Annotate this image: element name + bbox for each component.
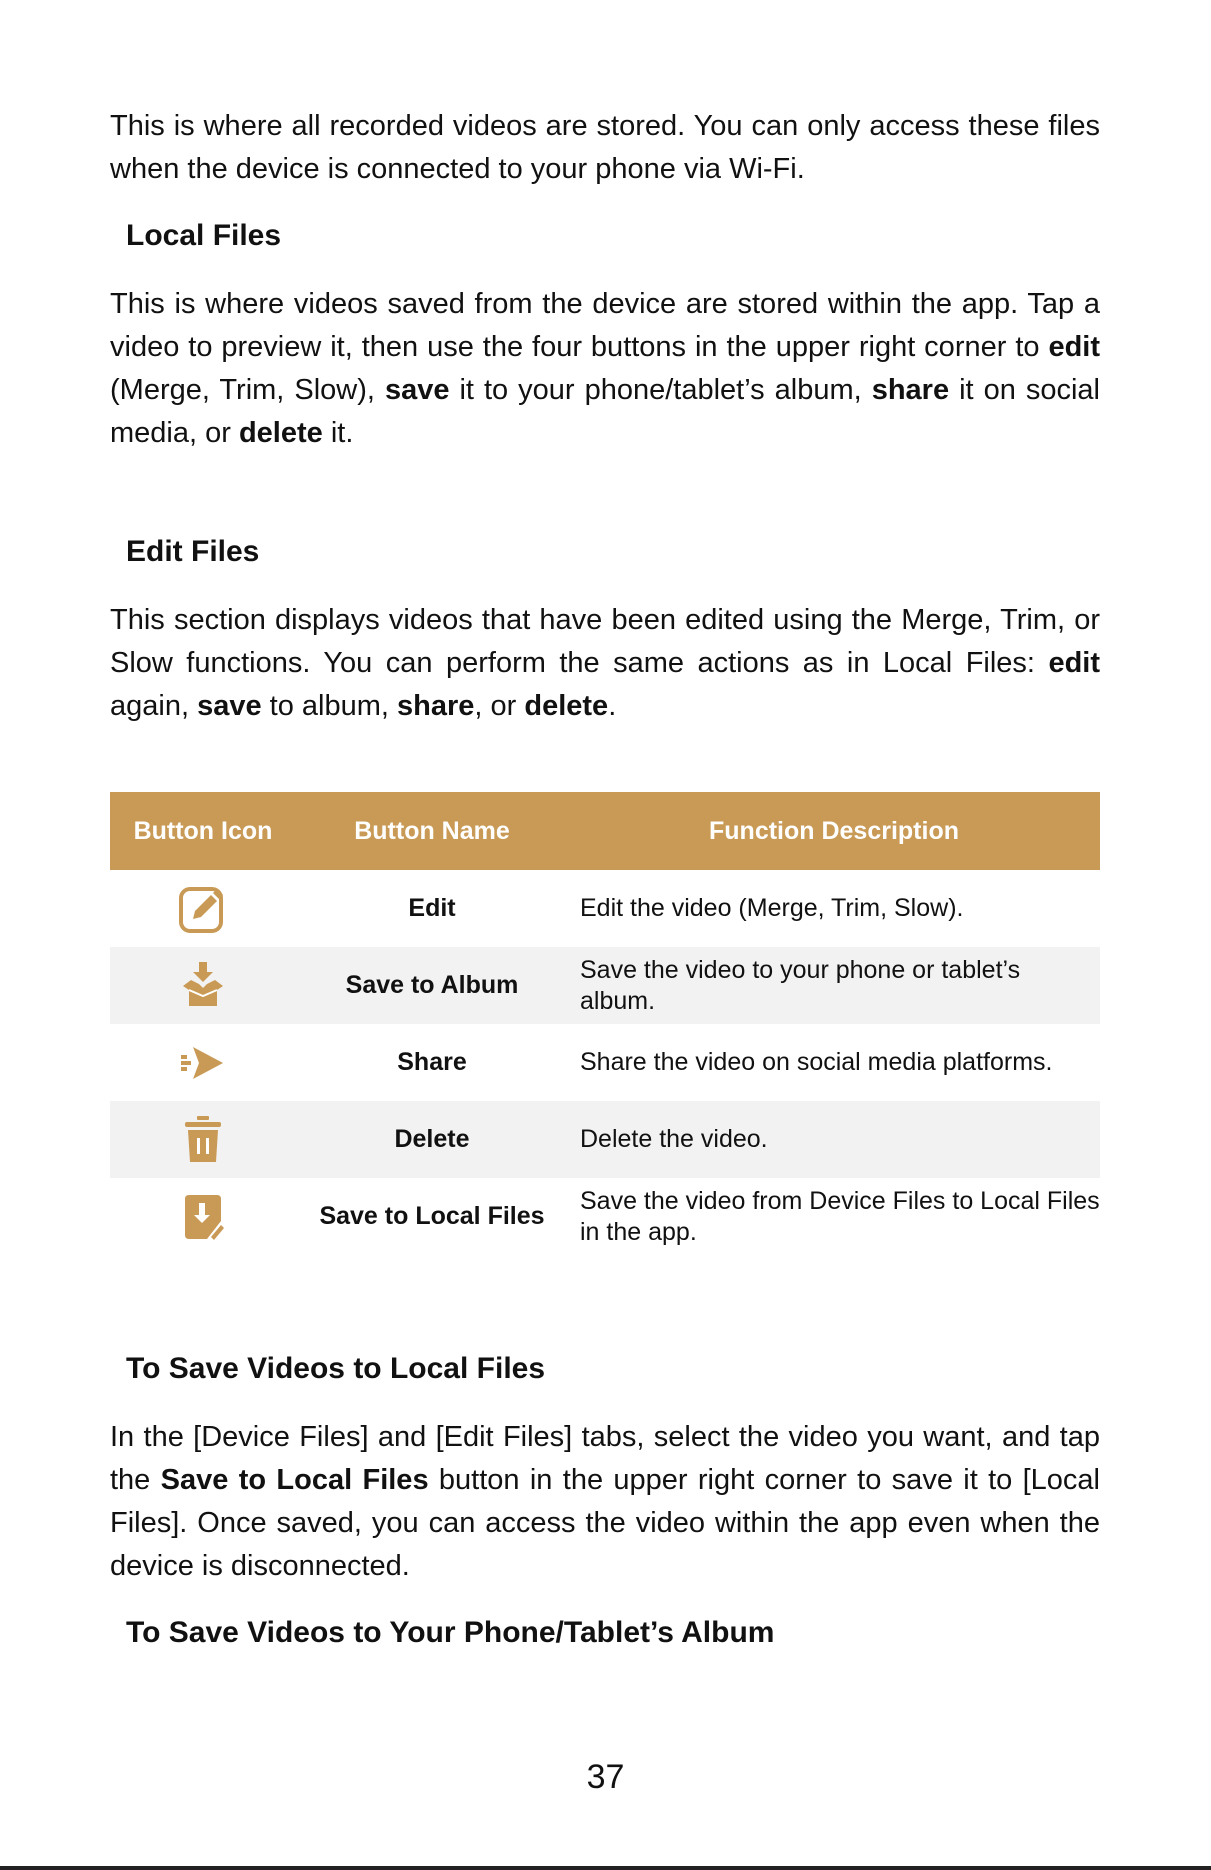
- text-run: This section displays videos that have been edited using the Merge, Trim, or Slow functions. You can perform the same actions as in Local Files:: [110, 604, 1100, 679]
- save-to-album-icon: [177, 960, 229, 1012]
- delete-icon: [177, 1114, 229, 1166]
- edit-files-heading: Edit Files: [126, 535, 260, 568]
- bold-save: save: [197, 690, 262, 722]
- button-name-cell: Edit: [408, 894, 456, 922]
- save-local-paragraph: [110, 1416, 1100, 1588]
- text-run: .: [608, 690, 617, 722]
- text-run: button in the upper right corner to save it to [Local Files]. Once saved, you can access the video within the app even when the device is disconnected.: [110, 1464, 1100, 1582]
- table-header-row: [110, 792, 1100, 870]
- local-files-heading: Local Files: [126, 219, 282, 252]
- share-icon: [177, 1037, 229, 1089]
- bold-save-to-local-files: Save to Local Files: [160, 1464, 429, 1496]
- bold-share: share: [397, 690, 475, 722]
- text-run: to album,: [261, 690, 397, 722]
- icon-cell: [110, 1101, 296, 1178]
- icon-cell: [110, 1178, 296, 1255]
- bottom-divider: [0, 1866, 1211, 1870]
- description-cell: Edit the video (Merge, Trim, Slow).: [580, 894, 964, 922]
- button-name-cell: Save to Album: [296, 947, 568, 1024]
- description-cell: Save the video to your phone or tablet’s album.: [568, 947, 1100, 1024]
- save-to-local-files-icon: [177, 1191, 229, 1243]
- intro-paragraph: This is where all recorded videos are stored. You can only access these files when the device is connected to your phone via Wi-Fi.: [110, 110, 1100, 185]
- icon-cell: [110, 947, 296, 1024]
- text-run: In the [Device Files] and [Edit Files] tabs, select the video you want, and tap the: [110, 1421, 1100, 1496]
- text-run: This is where videos saved from the device are stored within the app. Tap a video to preview it, then use the four buttons in the upper right corner to: [110, 288, 1100, 363]
- edit-icon: [177, 883, 229, 935]
- bold-edit: edit: [1048, 331, 1100, 363]
- table-row: [110, 1101, 1100, 1178]
- bold-delete: delete: [524, 690, 609, 722]
- bold-save: save: [384, 374, 450, 406]
- icon-cell: [110, 870, 296, 947]
- save-local-heading: To Save Videos to Local Files: [126, 1352, 546, 1385]
- text-run: , or: [474, 690, 525, 722]
- table-row: [110, 1024, 1100, 1101]
- icon-cell: [110, 1024, 296, 1101]
- save-local-section: [110, 1416, 1100, 1588]
- text-run: it to your phone/tablet’s album,: [449, 374, 872, 406]
- table-row: [110, 947, 1100, 1024]
- header-function-description: Function Description: [568, 792, 1100, 870]
- page-number: 37: [586, 1758, 625, 1796]
- text-run: again,: [110, 690, 198, 722]
- description-cell: Delete the video.: [568, 1101, 1100, 1178]
- bold-share: share: [871, 374, 950, 406]
- edit-files-section: [110, 599, 1100, 728]
- text-run: it.: [322, 417, 354, 449]
- table-row: [110, 870, 1100, 947]
- bold-delete: delete: [238, 417, 323, 449]
- button-name-cell: Save to Local Files: [319, 1202, 545, 1230]
- description-cell: Share the video on social media platforms.: [580, 1048, 1053, 1076]
- header-button-name: Button Name: [296, 792, 568, 870]
- header-button-icon: Button Icon: [110, 792, 296, 870]
- button-function-table: [110, 792, 1100, 1255]
- description-cell: Save the video from Device Files to Local Files in the app.: [580, 1186, 1100, 1246]
- edit-files-paragraph: [110, 599, 1100, 728]
- bold-edit: edit: [1048, 647, 1100, 679]
- local-files-paragraph: [110, 283, 1100, 455]
- button-name-cell: Share: [397, 1048, 467, 1076]
- text-run: it on social media, or: [110, 374, 1100, 449]
- text-run: (Merge, Trim, Slow),: [110, 374, 385, 406]
- table-row: [110, 1178, 1100, 1255]
- save-album-heading: To Save Videos to Your Phone/Tablet’s Album: [126, 1616, 775, 1649]
- local-files-section: [110, 283, 1100, 455]
- button-name-cell: Delete: [296, 1101, 568, 1178]
- intro-section: [110, 105, 1100, 191]
